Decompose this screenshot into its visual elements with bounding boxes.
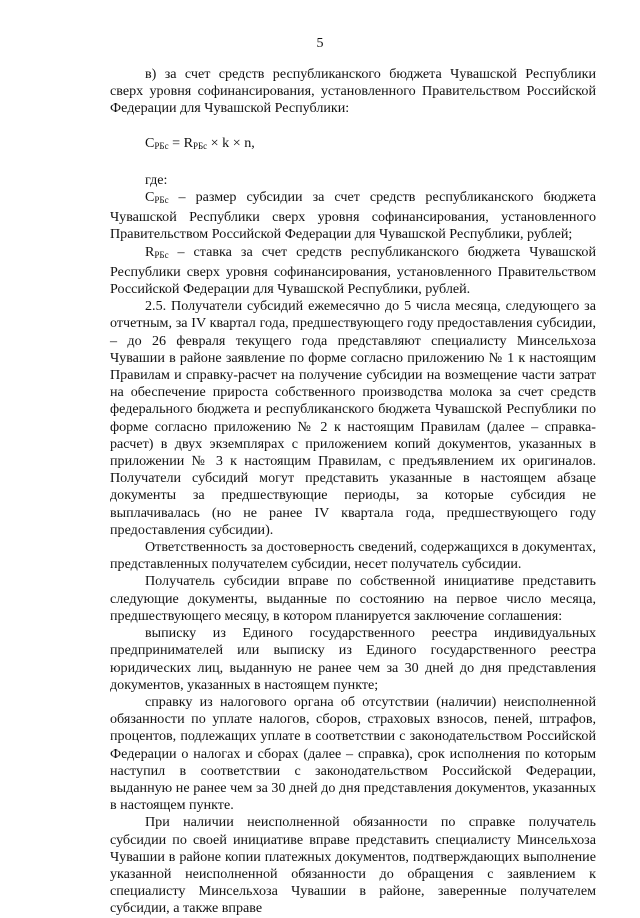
r-definition-text: – ставка за счет средств республиканского бюджета Чувашской Республики сверх уровня софинансирования, установленного Правительством Российской Федерации для Чувашской Республики, рублей. [110, 243, 596, 298]
paragraph-responsibility: Ответственность за достоверность сведений, содержащихся в документах, представленных получателем субсидии, несет получатель субсидии. [110, 539, 596, 573]
c-symbol: C [145, 189, 155, 206]
paragraph-tax-certificate: справку из налогового органа об отсутствии (наличии) неисполненной обязанности по уплате налогов, сборов, страховых взносов, пеней, штрафов, процентов, подлежащих уплате в соответствии с законодательством Российской Федерации о налогах и сборах (далее – справка), срок исполнения по которым наступил в соответствии с законодательством Российской Федерации, выданную не ранее чем за 30 дней до дня представления документов, указанных в настоящем пункте. [110, 693, 596, 814]
r-symbol: R [145, 243, 155, 260]
paragraph-v: в) за счет средств республиканского бюджета Чувашской Республики сверх уровня софинансирования, установленного Правительством Российской Федерации для Чувашской Республики: [110, 66, 596, 117]
formula-rest: × k × n, [207, 134, 255, 151]
formula-lhs-sub: РБс [154, 140, 169, 151]
document-body [110, 66, 596, 918]
formula-r-sub: РБс [192, 140, 208, 151]
paragraph-2-5: 2.5. Получатели субсидий ежемесячно до 5 числа месяца, следующего за отчетным, за IV квартал года, предшествующего году предоставления субсидии, – до 26 февраля текущего года представляют специалисту Минсельхоза Чувашии в районе заявление по форме согласно приложению № 1 к настоящим Правилам и справку-расчет на получение субсидии на возмещение части затрат на обеспечение прироста собственного производства молока за счет средств федерального бюджета и республиканского бюджета Чувашской Республики по форме согласно приложению № 2 к настоящим Правилам (далее – справка-расчет) в двух экземплярах с приложением копий документов, указанных в приложении № 3 к настоящим Правилам, с предъявлением их оригиналов. Получатели субсидий могут представить указанные в настоящем абзаце документы за предшествующие периоды, за которые субсидия не выплачивалась (но не ранее IV квартала года, предшествующего году предоставления субсидии). [110, 298, 596, 538]
page-number: 5 [316, 36, 324, 51]
paragraph-initiative: Получатель субсидии вправе по собственной инициативе представить следующие документы, выданные по состоянию на первое число месяца, предшествующего месяцу, в котором планируется заключение соглашения: [110, 573, 596, 624]
c-symbol-sub: РБс [154, 195, 169, 206]
formula-eq: = R [168, 134, 193, 151]
paragraph-r-definition [110, 244, 596, 299]
paragraph-c-definition [110, 189, 596, 244]
c-definition-text: – размер субсидии за счет средств республиканского бюджета Чувашской Республики сверх уровня софинансирования, установленного Правительством Российской Федерации для Чувашской Республики, рублей; [110, 189, 596, 243]
paragraph-unfulfilled: При наличии неисполненной обязанности по справке получатель субсидии по своей инициативе вправе представить специалисту Минсельхоза Чувашии в районе копии платежных документов, подтверждающих выполнение указанной неисполненной обязанности до обращения с заявлением к специалисту Минсельхоза Чувашии в районе, заверенные получателем субсидии, а также вправе [110, 814, 596, 917]
formula-lhs: C [145, 134, 155, 151]
formula [110, 135, 596, 155]
paragraph-extract: выписку из Единого государственного реестра индивидуальных предпринимателей или выписку из Единого государственного реестра юридических лиц, выданную не ранее чем за 30 дней до дня представления документов, указанных в настоящем пункте; [110, 625, 596, 693]
paragraph-gde: где: [145, 171, 168, 188]
r-symbol-sub: РБс [154, 249, 169, 260]
